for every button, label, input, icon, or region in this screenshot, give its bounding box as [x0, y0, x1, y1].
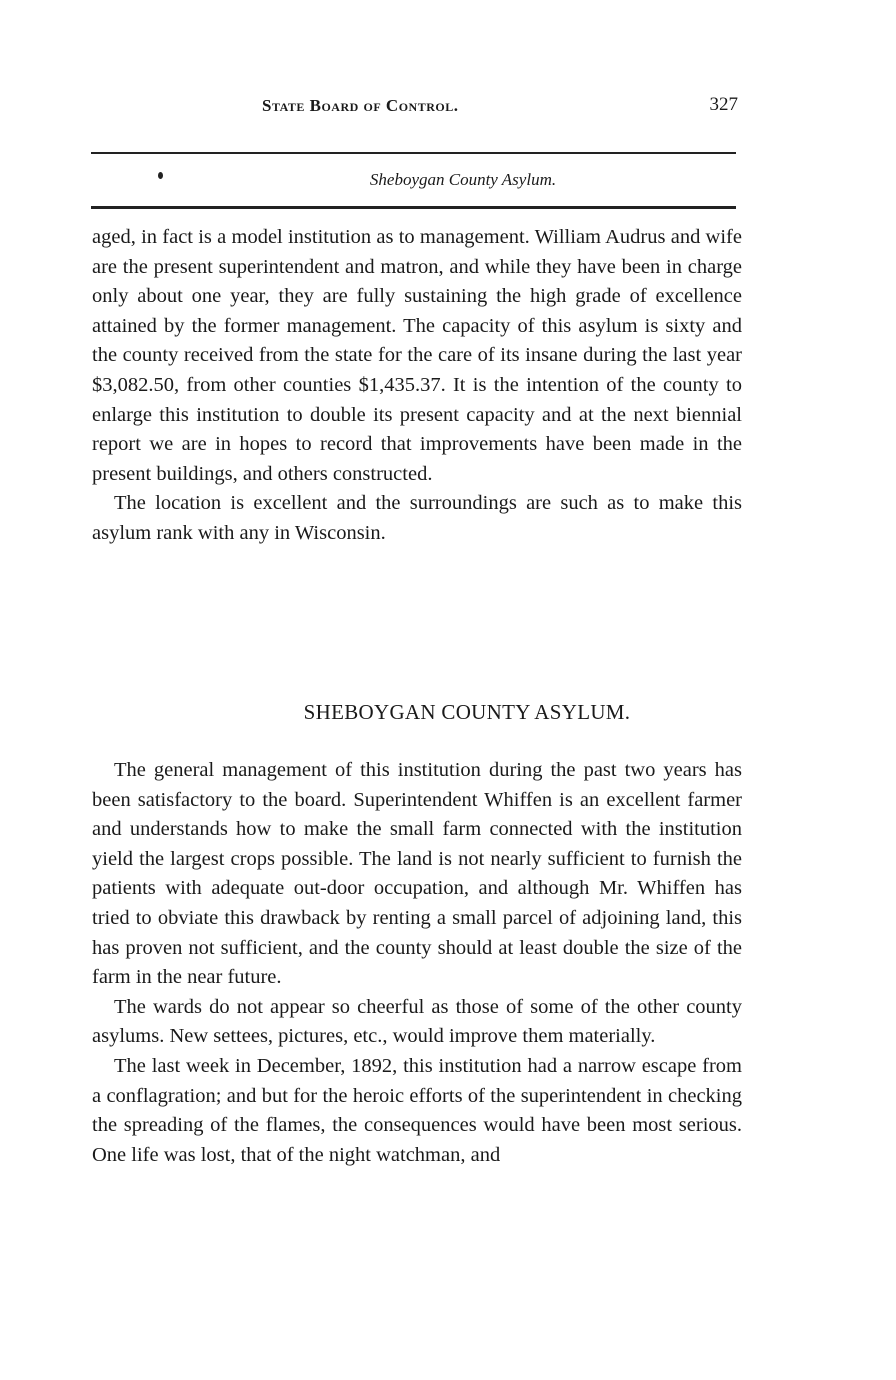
paragraph: The location is excellent and the surroundings are such as to make this asylum rank with any in Wisconsin.	[92, 492, 742, 544]
paragraph: aged, in fact is a model institution as to management. William Audrus and wife are the present superintendent and matron, and while they have been in charge only about one year, they are fully sustaining the high grade of excellence attained by the former management. The capacity of this asylum is sixty and the county received from the state for the care of its insane during the last year $3,082.50, from other counties $1,435.37. It is the intention of the county to enlarge this institution to double its present capacity and at the next biennial report we are in hopes to record that improvements have been made in the present buildings, and others constructed.	[92, 226, 742, 485]
page-number: 327	[709, 94, 738, 115]
section-body	[92, 756, 742, 1170]
paragraph: The general management of this institution during the past two years has been satisfactory to the board. Superintendent Whiffen is an excellent farmer and understands how to make the small farm connected with the institution yield the largest crops possible. The land is not nearly sufficient to furnish the patients with adequate out-door occupation, and although Mr. Whiffen has tried to obviate this drawback by renting a small parcel of adjoining land, this has proven not sufficient, and the county should at least double the size of the farm in the near future.	[92, 759, 742, 989]
paragraph: The last week in December, 1892, this institution had a narrow escape from a conflagration; and but for the heroic efforts of the superintendent in checking the spreading of the flames, the consequences would have been most serious. One life was lost, that of the night watchman, and	[92, 1054, 742, 1166]
header-rule-top	[91, 152, 736, 154]
paragraph: The wards do not appear so cheerful as those of some of the other county asylums. New settees, pictures, etc., would improve them materially.	[92, 995, 742, 1048]
running-head-title: State Board of Control.	[262, 96, 459, 115]
continued-text	[92, 223, 742, 549]
header-rule-bottom	[91, 206, 736, 209]
section-heading: SHEBOYGAN COUNTY ASYLUM.	[303, 700, 631, 724]
section-subtitle: Sheboygan County Asylum.	[369, 170, 557, 189]
